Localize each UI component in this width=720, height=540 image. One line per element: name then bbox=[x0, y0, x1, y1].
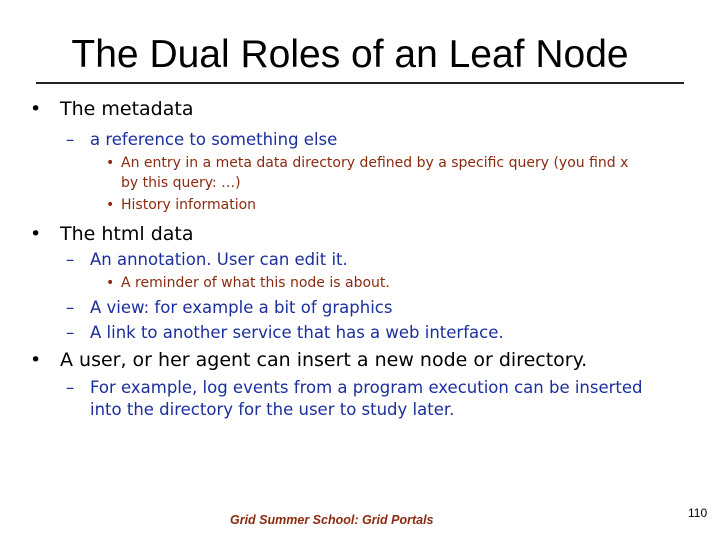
subsubbullet-item: History information bbox=[121, 197, 257, 213]
slide-footer: Grid Summer School: Grid Portals bbox=[230, 513, 434, 527]
subbullet-marker: – bbox=[66, 323, 75, 342]
subsubbullet-item: An entry in a meta data directory defined by a specific query (you find x bbox=[121, 155, 629, 171]
subbullet-item: An annotation. User can edit it. bbox=[90, 250, 348, 269]
subbullet-item: A link to another service that has a web interface. bbox=[90, 323, 504, 342]
subsubbullet-marker: • bbox=[106, 275, 115, 291]
subbullet-marker: – bbox=[66, 250, 75, 269]
subbullet-item-continued: into the directory for the user to study later. bbox=[90, 400, 455, 419]
subbullet-marker: – bbox=[66, 130, 75, 149]
subsubbullet-item: A reminder of what this node is about. bbox=[121, 275, 390, 291]
title-underline bbox=[36, 82, 684, 84]
subbullet-item: For example, log events from a program execution can be inserted bbox=[90, 378, 643, 397]
subbullet-item: a reference to something else bbox=[90, 130, 338, 149]
bullet-marker: • bbox=[30, 98, 42, 120]
bullet-item: A user, or her agent can insert a new node or directory. bbox=[60, 349, 588, 371]
subsubbullet-item-continued: by this query: …) bbox=[121, 175, 241, 191]
subbullet-marker: – bbox=[66, 378, 75, 397]
subsubbullet-marker: • bbox=[106, 197, 115, 213]
slide-title: The Dual Roles of an Leaf Node bbox=[71, 33, 629, 76]
subbullet-marker: – bbox=[66, 298, 75, 317]
page-number: 110 bbox=[688, 506, 708, 520]
bullet-marker: • bbox=[30, 223, 42, 245]
subbullet-item: A view: for example a bit of graphics bbox=[90, 298, 393, 317]
bullet-item: The metadata bbox=[60, 98, 194, 120]
subsubbullet-marker: • bbox=[106, 155, 115, 171]
bullet-item: The html data bbox=[60, 223, 194, 245]
bullet-marker: • bbox=[30, 349, 42, 371]
